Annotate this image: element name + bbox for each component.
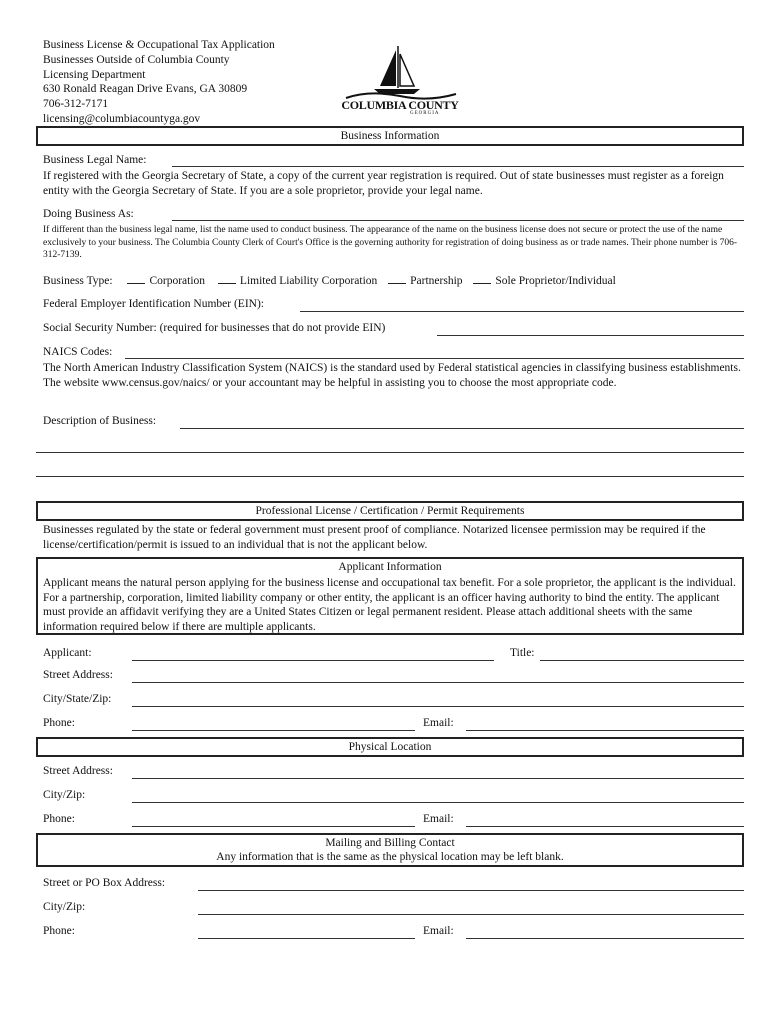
sole-proprietor-checkbox[interactable] (473, 274, 491, 284)
applicant-citystatezip-label: City/State/Zip: (43, 693, 112, 705)
ein-field[interactable] (300, 311, 744, 312)
applicant-label: Applicant: (43, 647, 92, 659)
section-title: Applicant Information (338, 561, 442, 573)
professional-license-header (36, 501, 744, 521)
mailing-cityzip-label: City/Zip: (43, 901, 86, 913)
llc-checkbox[interactable] (218, 274, 236, 284)
business-type-label: Business Type: (43, 275, 113, 287)
physical-street-field[interactable] (132, 778, 744, 779)
physical-phone-label: Phone: (43, 813, 75, 825)
applicant-street-label: Street Address: (43, 669, 113, 681)
description-field-2[interactable] (36, 452, 744, 453)
mailing-email-label: Email: (423, 925, 454, 937)
physical-email-label: Email: (423, 813, 454, 825)
legal-name-label: Business Legal Name: (43, 154, 147, 166)
naics-field[interactable] (125, 358, 744, 359)
type-option: Corporation (149, 275, 206, 287)
header-line: 706-312-7171 (43, 98, 109, 111)
sailboat-icon (340, 44, 460, 102)
mailing-cityzip-field[interactable] (198, 914, 744, 915)
physical-email-field[interactable] (466, 826, 744, 827)
description-field-1[interactable] (180, 428, 744, 429)
section-title: Physical Location (348, 741, 432, 753)
applicant-citystatezip-field[interactable] (132, 706, 744, 707)
applicant-street-field[interactable] (132, 682, 744, 683)
legal-name-field[interactable] (172, 166, 744, 167)
header-line: 630 Ronald Reagan Drive Evans, GA 30809 (43, 83, 248, 96)
applicant-note: Applicant means the natural person applying for the business license and occupational tax benefit. For a sole proprietor, the applicant is the individual. For a partnership, corporation, limited liability company or other entity, the applicant is an officer having authority to bind the entity. The applicant must provide an affidavit verifying they are a United States Citizen or legal permanent resident. Please attach additional sheets with the same information required below if there are multiple applicants. (43, 577, 736, 633)
ssn-label: Social Security Number: (required for businesses that do not provide EIN) (43, 322, 386, 334)
section-title: Business Information (340, 130, 440, 142)
mailing-phone-field[interactable] (198, 938, 415, 939)
type-option: Limited Liability Corporation (239, 275, 378, 287)
header-address-block (43, 38, 275, 127)
applicant-phone-field[interactable] (132, 730, 415, 731)
mailing-email-field[interactable] (466, 938, 744, 939)
section-subtitle: Any information that is the same as the physical location may be left blank. (216, 851, 564, 863)
columbia-county-logo (340, 44, 460, 122)
physical-street-label: Street Address: (43, 765, 113, 777)
title-label: Title: (510, 647, 535, 659)
section-title: Professional License / Certification / Permit Requirements (255, 505, 525, 517)
header-line: Businesses Outside of Columbia County (43, 53, 230, 66)
applicant-email-label: Email: (423, 717, 454, 729)
mailing-street-field[interactable] (198, 890, 744, 891)
physical-cityzip-field[interactable] (132, 802, 744, 803)
applicant-email-field[interactable] (466, 730, 744, 731)
business-type-row (43, 274, 616, 287)
physical-phone-field[interactable] (132, 826, 415, 827)
type-option: Sole Proprietor/Individual (495, 275, 616, 287)
dba-note: If different than the business legal name, list the name used to conduct business. The appearance of the name on the business license does not secure or protect the use of the name exclusively to your business. The Columbia County Clerk of Court's Office is the governing authority for registration of doing business as or trade names. Their phone number is 706-312-7139. (43, 225, 738, 260)
legal-name-note: If registered with the Georgia Secretary of State, a copy of the current year registration is required. Out of state businesses must register as a foreign entity with the Georgia Secretary of State. If you are a sole proprietor, provide your legal name. (43, 170, 724, 197)
ssn-field[interactable] (437, 335, 744, 336)
physical-cityzip-label: City/Zip: (43, 789, 86, 801)
business-info-header (36, 126, 744, 146)
physical-location-header (36, 737, 744, 757)
applicant-info-box (36, 557, 744, 635)
corporation-checkbox[interactable] (127, 274, 145, 284)
header-line: Business License & Occupational Tax Application (43, 39, 275, 51)
logo-text: COLUMBIA COUNTY (341, 98, 459, 112)
description-label: Description of Business: (43, 415, 157, 427)
section-title: Mailing and Billing Contact (325, 837, 455, 849)
ein-label: Federal Employer Identification Number (EIN): (43, 298, 264, 310)
applicant-phone-label: Phone: (43, 717, 75, 729)
naics-label: NAICS Codes: (43, 346, 113, 358)
mailing-street-label: Street or PO Box Address: (43, 877, 166, 889)
dba-label: Doing Business As: (43, 208, 134, 220)
header-line: Licensing Department (43, 68, 146, 81)
applicant-field[interactable] (132, 660, 494, 661)
title-field[interactable] (540, 660, 744, 661)
logo-subtext: GEORGIA (410, 111, 440, 116)
mailing-billing-header (36, 833, 744, 867)
partnership-checkbox[interactable] (388, 274, 406, 284)
mailing-phone-label: Phone: (43, 925, 75, 937)
type-option: Partnership (410, 275, 463, 287)
professional-note: Businesses regulated by the state or federal government must present proof of compliance. Notarized licensee permission may be required if the license/certification/permit is issued to an individual that is not the applicant below. (43, 524, 706, 551)
dba-field[interactable] (172, 220, 744, 221)
description-field-3[interactable] (36, 476, 744, 477)
header-line: licensing@columbiacountyga.gov (43, 112, 201, 125)
naics-note: The North American Industry Classification System (NAICS) is the standard used by Federal statistical agencies in classifying business establishments. The website www.census.gov/naics/ or your accountant may be helpful in assisting you to choose the most appropriate code. (43, 362, 741, 389)
